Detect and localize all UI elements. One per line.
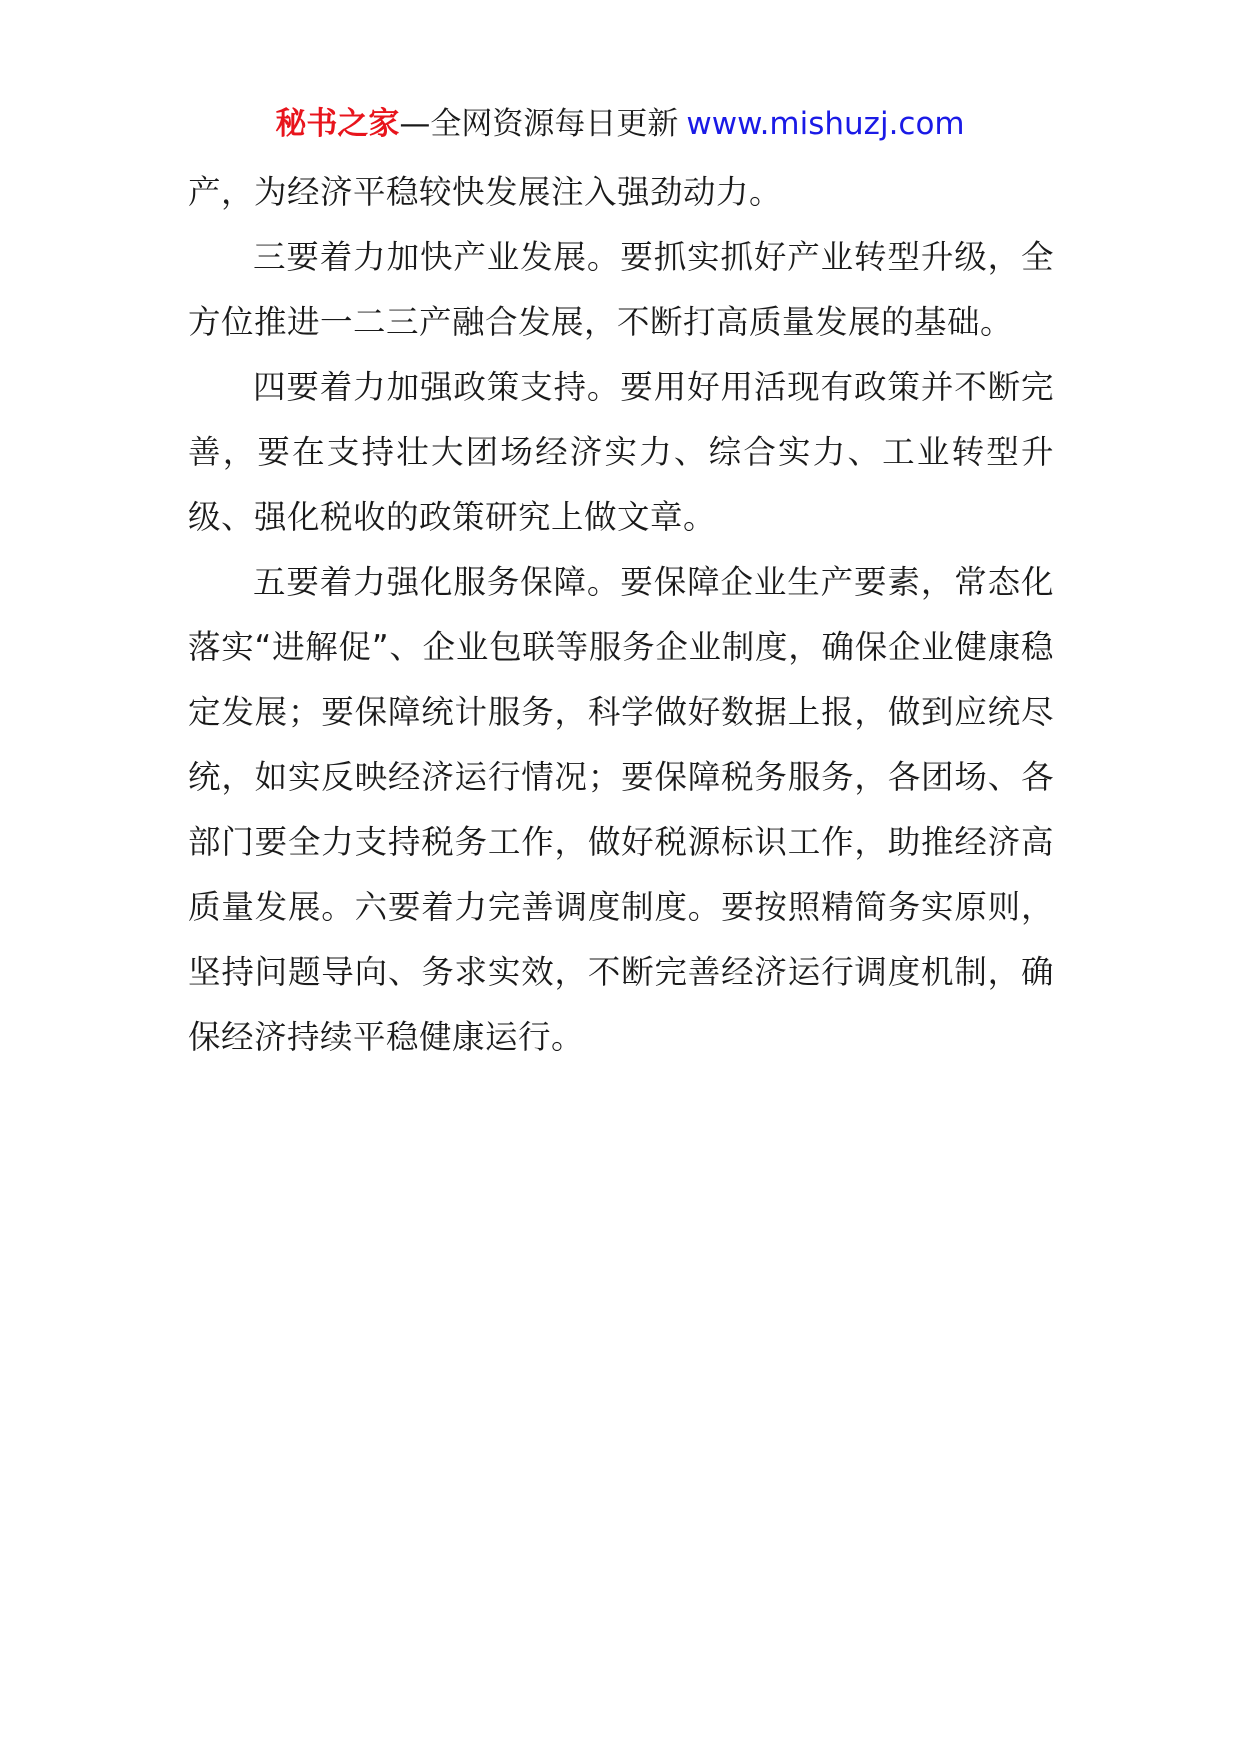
document-body [188, 160, 1054, 1070]
page-header [0, 102, 1240, 146]
paragraph-policy-support: 四要着力加强政策支持。要用好用活现有政策并不断完善，要在支持壮大团场经济实力、综合实力、工业转型升级、强化税收的政策研究上做文章。 [188, 368, 1054, 536]
brand-name: 秘书之家 [275, 106, 400, 142]
site-url-link[interactable]: www.mishuzj.com [686, 106, 965, 142]
paragraph-industry-development: 三要着力加快产业发展。要抓实抓好产业转型升级，全方位推进一二三产融合发展，不断打高质量发展的基础。 [188, 238, 1054, 341]
paragraph-service-guarantee: 五要着力强化服务保障。要保障企业生产要素，常态化落实“进解促”、企业包联等服务企业制度，确保企业健康稳定发展；要保障统计服务，科学做好数据上报，做到应统尽统，如实反映经济运行情况；要保障税务服务，各团场、各部门要全力支持税务工作，做好税源标识工作，助推经济高质量发展。六要着力完善调度制度。要按照精简务实原则，坚持问题导向、务求实效，不断完善经济运行调度机制，确保经济持续平稳健康运行。 [188, 563, 1054, 1056]
paragraph-continuation: 产，为经济平稳较快发展注入强劲动力。 [188, 173, 783, 211]
header-tagline: —全网资源每日更新 [399, 106, 679, 142]
